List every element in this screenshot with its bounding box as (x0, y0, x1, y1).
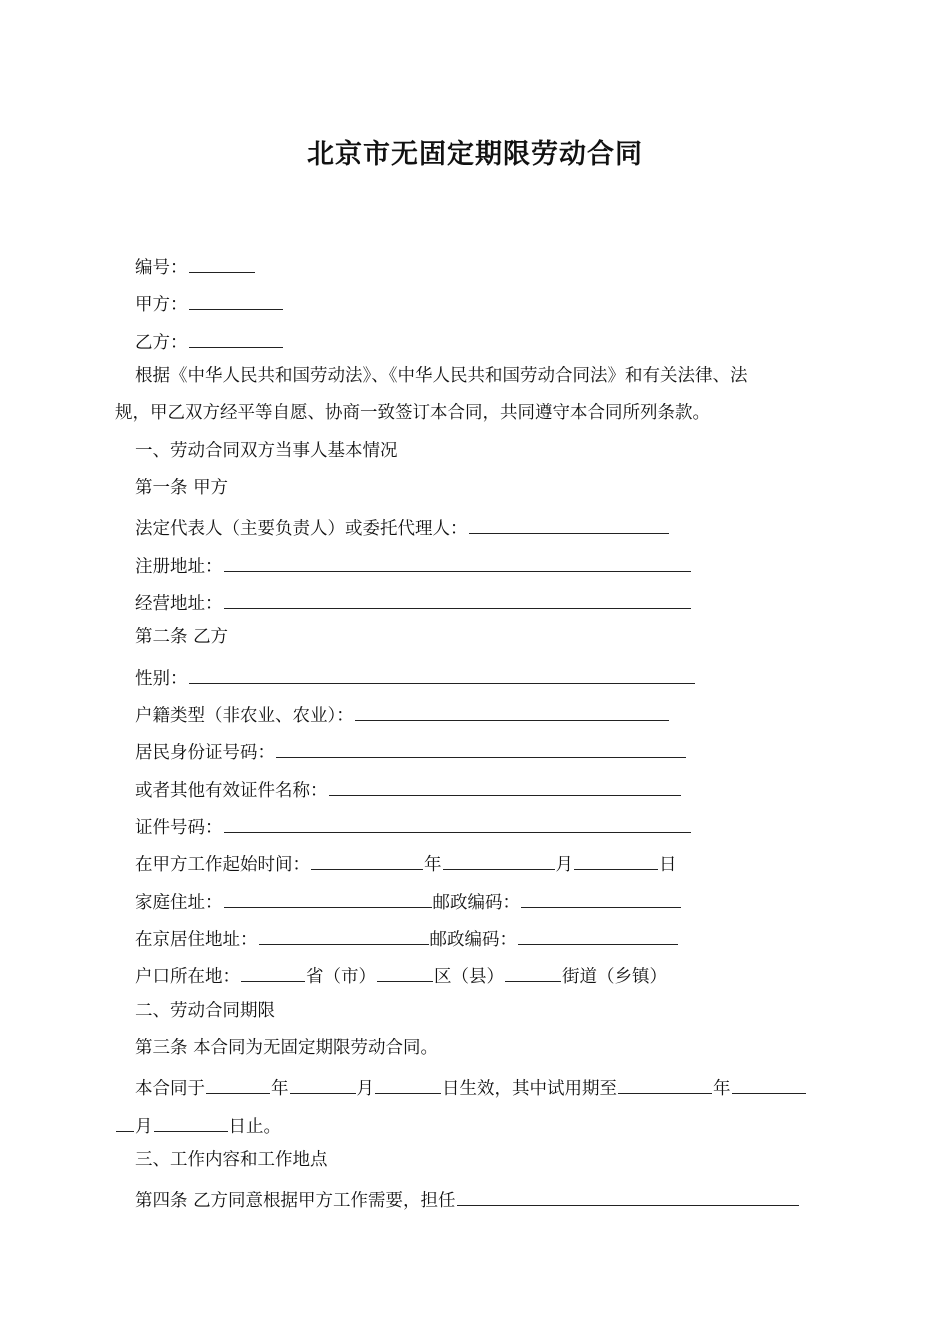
article-4-line (135, 1185, 800, 1213)
postcode-label: 邮政编码： (432, 893, 520, 913)
from-year-blank[interactable] (206, 1073, 270, 1094)
home-postcode-blank[interactable] (521, 887, 681, 908)
other-id-line (135, 775, 682, 803)
home-addr-blank[interactable] (224, 887, 432, 908)
gender-label: 性别： (135, 669, 188, 689)
id-blank[interactable] (276, 737, 686, 758)
county-blank[interactable] (377, 961, 433, 982)
hukou-type-label: 户籍类型（非农业、农业）： (135, 706, 354, 726)
number-line (135, 252, 256, 280)
month-text-3: 月 (135, 1117, 153, 1137)
province-blank[interactable] (241, 961, 305, 982)
cert-no-label: 证件号码： (135, 818, 223, 838)
article-4: 第四条 乙方同意根据甲方工作需要，担任 (135, 1191, 456, 1211)
end-text: 日止。 (228, 1117, 281, 1137)
month-text: 月 (555, 855, 573, 875)
from-day-blank[interactable] (375, 1073, 441, 1094)
start-time-label: 在甲方工作起始时间： (135, 855, 310, 875)
article-2: 第二条 乙方 (135, 627, 229, 647)
bj-addr-blank[interactable] (259, 924, 429, 945)
probation-month-blank-b[interactable] (116, 1111, 134, 1132)
probation-month-blank-a[interactable] (732, 1073, 806, 1094)
home-addr-line (135, 887, 682, 915)
postcode-label-2: 邮政编码： (429, 930, 517, 950)
hukou-loc-label: 户口所在地： (135, 967, 240, 987)
start-time-line (135, 849, 677, 877)
hukou-loc-line (135, 961, 667, 989)
year-text: 年 (424, 855, 442, 875)
section-1-heading: 一、劳动合同双方当事人基本情况 (135, 441, 398, 461)
hukou-type-line (135, 700, 670, 728)
bj-addr-line (135, 924, 679, 952)
other-id-blank[interactable] (329, 775, 681, 796)
party-b-label: 乙方： (135, 333, 188, 353)
intro-line-2: 规，甲乙双方经平等自愿、协商一致签订本合同，共同遵守本合同所列条款。 (115, 403, 710, 423)
contract-from-text: 本合同于 (135, 1079, 205, 1099)
province-text: 省（市） (306, 967, 376, 987)
page-title: 北京市无固定期限劳动合同 (307, 139, 643, 170)
bj-addr-label: 在京居住地址： (135, 930, 258, 950)
party-b-blank[interactable] (189, 327, 283, 348)
cert-no-blank[interactable] (224, 812, 691, 833)
position-blank[interactable] (457, 1185, 799, 1206)
home-addr-label: 家庭住址： (135, 893, 223, 913)
id-label: 居民身份证号码： (135, 743, 275, 763)
contract-period-line (135, 1073, 807, 1101)
contract-period-line-2 (115, 1111, 281, 1139)
reg-addr-label: 注册地址： (135, 557, 223, 577)
from-month-blank[interactable] (290, 1073, 356, 1094)
number-label: 编号： (135, 258, 188, 278)
gender-line (135, 663, 696, 691)
street-blank[interactable] (505, 961, 561, 982)
year-text-3: 年 (713, 1079, 731, 1099)
section-3-heading: 三、工作内容和工作地点 (135, 1150, 328, 1170)
legal-rep-label: 法定代表人（主要负责人）或委托代理人： (135, 519, 468, 539)
biz-addr-label: 经营地址： (135, 594, 223, 614)
party-a-line (135, 289, 284, 317)
legal-rep-line (135, 513, 670, 541)
street-text: 街道（乡镇） (562, 967, 667, 987)
article-1: 第一条 甲方 (135, 478, 229, 498)
year-text-2: 年 (271, 1079, 289, 1099)
reg-addr-blank[interactable] (224, 551, 691, 572)
party-b-line (135, 327, 284, 355)
other-id-label: 或者其他有效证件名称： (135, 781, 328, 801)
intro-line-1: 根据《中华人民共和国劳动法》、《中华人民共和国劳动合同法》和有关法律、法 (135, 366, 748, 386)
month-text-2: 月 (356, 1079, 374, 1099)
section-2-heading: 二、劳动合同期限 (135, 1001, 275, 1021)
id-line (135, 737, 687, 765)
hukou-type-blank[interactable] (355, 700, 669, 721)
party-a-label: 甲方： (135, 295, 188, 315)
gender-blank[interactable] (189, 663, 695, 684)
biz-addr-line (135, 588, 692, 616)
number-blank[interactable] (189, 252, 255, 273)
legal-rep-blank[interactable] (469, 513, 669, 534)
party-a-blank[interactable] (189, 289, 283, 310)
start-year-blank[interactable] (311, 849, 423, 870)
reg-addr-line (135, 551, 692, 579)
day-text: 日 (659, 855, 677, 875)
bj-postcode-blank[interactable] (518, 924, 678, 945)
county-text: 区（县） (434, 967, 504, 987)
start-day-blank[interactable] (574, 849, 658, 870)
effective-text: 日生效，其中试用期至 (442, 1079, 617, 1099)
article-3: 第三条 本合同为无固定期限劳动合同。 (135, 1038, 439, 1058)
probation-day-blank[interactable] (154, 1111, 228, 1132)
start-month-blank[interactable] (443, 849, 555, 870)
biz-addr-blank[interactable] (224, 588, 691, 609)
cert-no-line (135, 812, 692, 840)
probation-year-blank[interactable] (618, 1073, 712, 1094)
